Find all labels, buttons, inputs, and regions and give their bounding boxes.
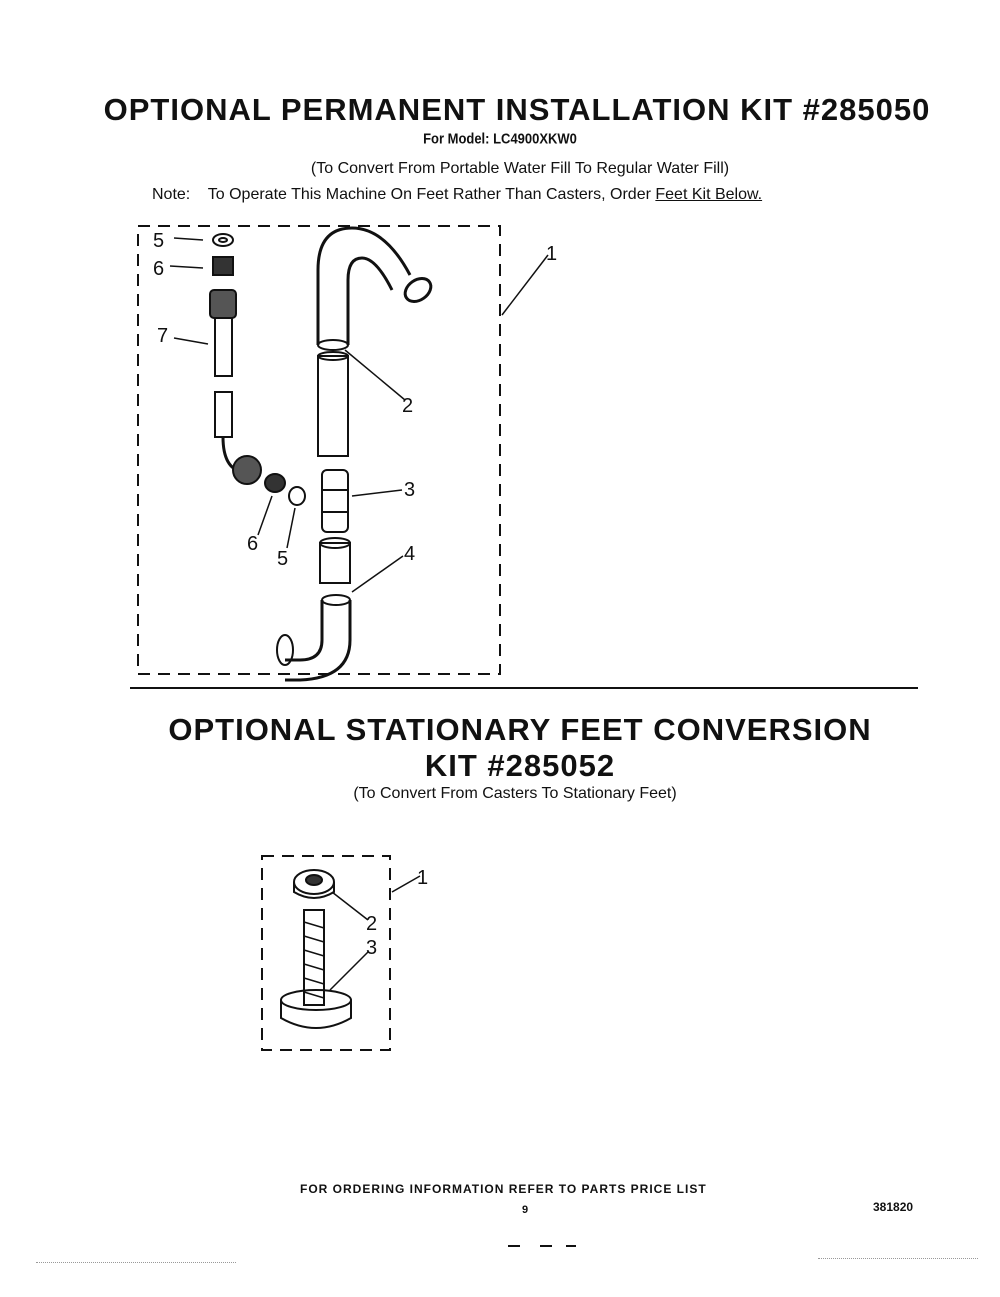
hose-7 <box>215 318 232 376</box>
hook-pipe-outer <box>318 228 410 345</box>
fitting-lower <box>233 456 261 484</box>
callout-1: 1 <box>546 243 558 265</box>
callout-5-top: 5 <box>153 230 165 252</box>
section-divider <box>130 687 918 689</box>
washer-top <box>213 234 233 246</box>
section1-subtitle: (To Convert From Portable Water Fill To Regular Water Fill) <box>310 160 730 177</box>
note-label: Note: <box>152 186 191 203</box>
kit2-diagram <box>262 856 428 1050</box>
callout-3: 3 <box>404 479 416 501</box>
nut-top <box>213 257 233 275</box>
section2-subtitle: (To Convert From Casters To Stationary Feet) <box>353 785 677 802</box>
right-footer-smudge <box>818 1258 978 1271</box>
foot-pad-top <box>281 990 351 1010</box>
hose-part2 <box>318 356 348 456</box>
washer-lower <box>289 487 305 505</box>
note-text: To Operate This Machine On Feet Rather Than Casters, Order <box>207 186 651 203</box>
section1-title: OPTIONAL PERMANENT INSTALLATION KIT #285050 <box>103 92 931 127</box>
fitting-7 <box>210 290 236 318</box>
section2-title-line2: KIT #285052 <box>424 748 616 783</box>
callout-k2-3: 3 <box>366 937 378 959</box>
document-code: 381820 <box>873 1200 914 1214</box>
page-number: 9 <box>522 1204 529 1216</box>
elbow-outer <box>285 600 322 660</box>
hook-pipe-end <box>401 274 435 306</box>
model-line: For Model: LC4900XKW0 <box>423 130 577 147</box>
callout-5-bottom: 5 <box>277 548 289 570</box>
callout-7: 7 <box>157 325 169 347</box>
nut-lower <box>265 474 285 492</box>
kit1-diagram <box>138 226 557 680</box>
coupling-part3 <box>322 470 348 532</box>
callout-6-top: 6 <box>153 258 165 280</box>
callout-6-bottom: 6 <box>247 533 259 555</box>
section2-title-line1: OPTIONAL STATIONARY FEET CONVERSION <box>168 712 872 747</box>
hose-lower <box>215 392 232 437</box>
feet-kit-link: Feet Kit Below. <box>655 186 763 203</box>
section2-title <box>0 712 1000 784</box>
left-footer-smudge <box>36 1262 236 1275</box>
hook-pipe-bottom <box>318 340 348 350</box>
ordering-note: FOR ORDERING INFORMATION REFER TO PARTS PRICE LIST <box>300 1182 707 1196</box>
callout-k2-2: 2 <box>366 913 378 935</box>
hook-pipe-inner <box>348 258 392 345</box>
callout-k2-1: 1 <box>417 867 429 889</box>
callout-4: 4 <box>404 543 416 565</box>
callout-2: 2 <box>402 395 414 417</box>
